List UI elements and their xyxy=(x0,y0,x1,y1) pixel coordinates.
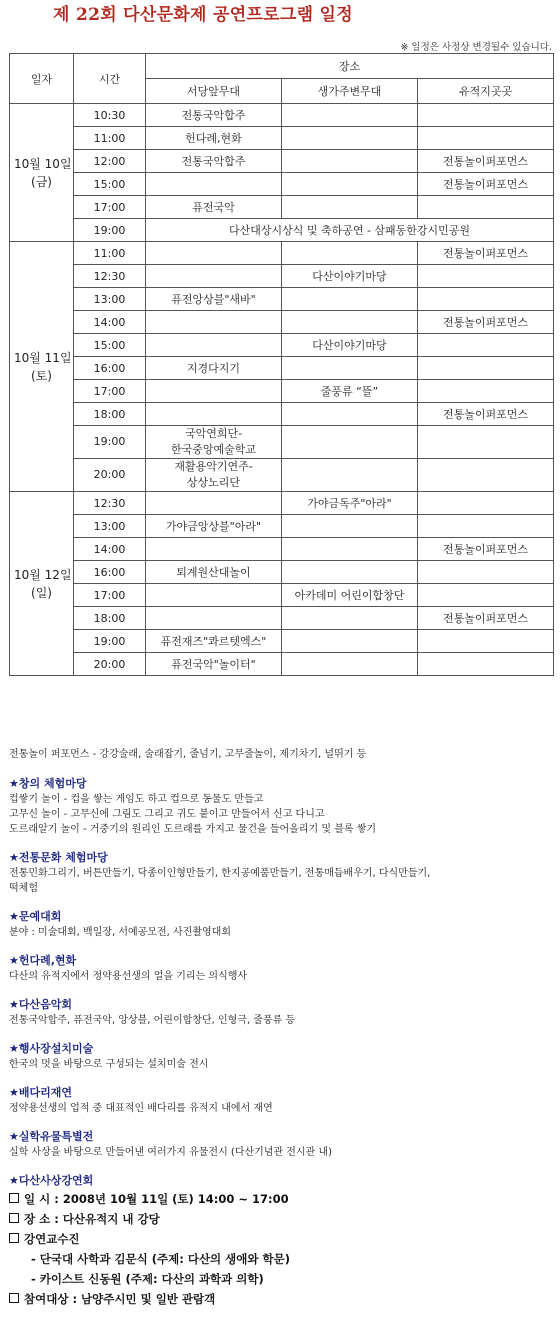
lecture-place-text: 장 소 : 다산유적지 내 강당 xyxy=(24,1212,160,1226)
venue3-cell xyxy=(418,561,554,584)
venue3-cell: 전통놀이퍼포먼스 xyxy=(418,173,554,196)
time-cell: 13:00 xyxy=(74,515,146,538)
venue1-cell: 퓨전앙상블"새바" xyxy=(146,288,282,311)
time-cell: 18:00 xyxy=(74,607,146,630)
weekday-label: (일) xyxy=(31,585,52,600)
section-description: 분야 : 미술대회, 백일장, 서예공모전, 사진촬영대회 xyxy=(9,927,231,938)
venue3-cell xyxy=(418,357,554,380)
venue1-cell xyxy=(146,426,282,459)
schedule-row xyxy=(10,104,554,127)
time-cell: 12:00 xyxy=(74,150,146,173)
lecture-date xyxy=(9,1189,554,1209)
program-section xyxy=(9,953,554,984)
lecture-speakers-label: 강연교수진 xyxy=(24,1232,80,1246)
schedule-row xyxy=(10,515,554,538)
venue2-cell xyxy=(282,127,418,150)
schedule-row xyxy=(10,607,554,630)
time-cell: 15:00 xyxy=(74,173,146,196)
venue1-cell xyxy=(146,584,282,607)
section-title: ★전통문화 체험마당 xyxy=(9,851,108,864)
venue1-cell: 가야금앙상블"아라" xyxy=(146,515,282,538)
venue3-cell: 전통놀이퍼포먼스 xyxy=(418,403,554,426)
venue3-cell xyxy=(418,515,554,538)
schedule-row xyxy=(10,426,554,459)
checkbox-icon xyxy=(9,1233,19,1243)
time-cell: 19:00 xyxy=(74,219,146,242)
schedule-row xyxy=(10,265,554,288)
schedule-row xyxy=(10,538,554,561)
venue1-line: 재활용악기연주- xyxy=(174,460,253,473)
venue2-cell xyxy=(282,357,418,380)
time-cell: 12:30 xyxy=(74,265,146,288)
schedule-row xyxy=(10,196,554,219)
venue1-cell: 헌다례,현화 xyxy=(146,127,282,150)
venue3-cell xyxy=(418,630,554,653)
time-cell: 17:00 xyxy=(74,380,146,403)
venue3-cell xyxy=(418,334,554,357)
performance-footnote: 전통놀이 퍼포먼스 - 강강술래, 술래잡기, 줄넘기, 고무줄놀이, 제기차기, 널뛰기 등 xyxy=(9,749,367,760)
schedule-row xyxy=(10,653,554,676)
schedule-table xyxy=(9,53,554,676)
section-title: ★다산음악회 xyxy=(9,998,72,1011)
venue3-cell xyxy=(418,492,554,515)
date-cell xyxy=(10,104,74,242)
program-section xyxy=(9,1129,554,1160)
venue3-cell xyxy=(418,196,554,219)
venue3-cell xyxy=(418,127,554,150)
venue2-cell xyxy=(282,242,418,265)
schedule-row xyxy=(10,173,554,196)
program-section xyxy=(9,997,554,1028)
date-cell xyxy=(10,242,74,492)
venue1-line: 한국중앙예술학교 xyxy=(170,443,256,456)
lecture-speaker: - 카이스트 신동원 (주제: 다산의 과학과 의학) xyxy=(31,1272,264,1286)
venue1-cell: 퇴계원산대놀이 xyxy=(146,561,282,584)
time-cell: 20:00 xyxy=(74,653,146,676)
venue2-cell xyxy=(282,459,418,492)
section-description: 실학 사상을 바탕으로 만들어낸 여러가지 유물전시 (다산기념관 전시관 내) xyxy=(9,1147,333,1158)
section-title: ★헌다례,현화 xyxy=(9,954,77,967)
schedule-row xyxy=(10,380,554,403)
schedule-row xyxy=(10,334,554,357)
venue1-cell xyxy=(146,607,282,630)
venue1-cell: 퓨전국악"놀이터" xyxy=(146,653,282,676)
section-description: 떡체험 xyxy=(9,883,38,894)
program-sections xyxy=(9,776,554,1322)
section-description: 다산의 유적지에서 정약용선생의 얼을 기리는 의식행사 xyxy=(9,971,248,982)
section-title: ★배다리재연 xyxy=(9,1086,72,1099)
venue1-cell xyxy=(146,173,282,196)
time-cell: 18:00 xyxy=(74,403,146,426)
section-title: ★실학유물특별전 xyxy=(9,1130,94,1143)
time-cell: 16:00 xyxy=(74,357,146,380)
venue3-cell xyxy=(418,288,554,311)
section-description: 전통국악합주, 퓨전국악, 앙상블, 어린이합창단, 인형극, 줄풍류 등 xyxy=(9,1015,296,1026)
header-venue-3: 유적지곳곳 xyxy=(418,79,554,104)
time-cell: 13:00 xyxy=(74,288,146,311)
venue1-cell: 전통국악합주 xyxy=(146,104,282,127)
lecture-audience xyxy=(9,1289,554,1309)
schedule-row xyxy=(10,150,554,173)
page-title: 제 22회 다산문화제 공연프로그램 일정 xyxy=(53,5,353,25)
section-description: 정약용선생의 업적 중 대표적인 배다리를 유적지 내에서 재연 xyxy=(9,1103,273,1114)
event-span-cell: 다산대상시상식 및 축하공연 - 삼패동한강시민공원 xyxy=(146,219,554,242)
schedule-row xyxy=(10,584,554,607)
schedule-row xyxy=(10,311,554,334)
venue3-cell xyxy=(418,104,554,127)
venue3-cell: 전통놀이퍼포먼스 xyxy=(418,242,554,265)
program-section xyxy=(9,850,554,896)
venue3-cell xyxy=(418,459,554,492)
time-cell: 17:00 xyxy=(74,584,146,607)
schedule-row xyxy=(10,219,554,242)
venue1-cell: 지경다지기 xyxy=(146,357,282,380)
venue3-cell xyxy=(418,380,554,403)
time-cell: 19:00 xyxy=(74,426,146,459)
venue2-cell xyxy=(282,311,418,334)
section-title: ★다산사상강연회 xyxy=(9,1174,94,1187)
venue1-cell xyxy=(146,380,282,403)
lecture-section xyxy=(9,1173,554,1309)
venue2-cell xyxy=(282,561,418,584)
header-time: 시간 xyxy=(74,54,146,104)
venue2-cell: 줄풍류 “뜰” xyxy=(282,380,418,403)
date-label: 10월 11일 xyxy=(14,350,72,365)
section-title: ★행사장설치미술 xyxy=(9,1042,94,1055)
time-cell: 19:00 xyxy=(74,630,146,653)
venue1-cell xyxy=(146,334,282,357)
section-description: 한국의 멋을 바탕으로 구성되는 설치미술 전시 xyxy=(9,1059,209,1070)
schedule-row xyxy=(10,459,554,492)
venue3-cell xyxy=(418,584,554,607)
schedule-row xyxy=(10,242,554,265)
checkbox-icon xyxy=(9,1293,19,1303)
venue1-cell xyxy=(146,265,282,288)
venue1-cell xyxy=(146,242,282,265)
header-date: 일자 xyxy=(10,54,74,104)
venue2-cell xyxy=(282,653,418,676)
date-label: 10월 10일 xyxy=(14,156,72,171)
venue2-cell xyxy=(282,426,418,459)
program-section xyxy=(9,776,554,837)
venue2-cell xyxy=(282,515,418,538)
section-description: 전통민화그리기, 버튼만들기, 닥종이인형만들기, 한지공예품만들기, 전통매듭배우기, 다식만들기, xyxy=(9,868,431,879)
venue3-cell xyxy=(418,653,554,676)
time-cell: 20:00 xyxy=(74,459,146,492)
header-place: 장소 xyxy=(146,54,554,79)
time-cell: 11:00 xyxy=(74,242,146,265)
weekday-label: (토) xyxy=(31,368,52,383)
venue1-cell xyxy=(146,459,282,492)
schedule-row xyxy=(10,127,554,150)
venue3-cell: 전통놀이퍼포먼스 xyxy=(418,150,554,173)
program-section xyxy=(9,1041,554,1072)
time-cell: 10:30 xyxy=(74,104,146,127)
section-description: 고무신 놀이 - 고무신에 그림도 그리고 귀도 붙이고 만들어서 신고 다니고 xyxy=(9,809,325,820)
program-section xyxy=(9,909,554,940)
time-cell: 17:00 xyxy=(74,196,146,219)
lecture-speakers xyxy=(9,1229,554,1249)
venue2-cell xyxy=(282,403,418,426)
schedule-row xyxy=(10,561,554,584)
venue2-cell: 아카데미 어린이합창단 xyxy=(282,584,418,607)
time-cell: 11:00 xyxy=(74,127,146,150)
venue3-cell: 전통놀이퍼포먼스 xyxy=(418,607,554,630)
venue3-cell: 전통놀이퍼포먼스 xyxy=(418,538,554,561)
venue2-cell: 가야금독주"아라" xyxy=(282,492,418,515)
schedule-row xyxy=(10,357,554,380)
schedule-row xyxy=(10,630,554,653)
lecture-audience-text: 참여대상 : 남양주시민 및 일반 관람객 xyxy=(24,1292,216,1306)
schedule-row xyxy=(10,403,554,426)
venue3-cell: 전통놀이퍼포먼스 xyxy=(418,311,554,334)
venue1-line: 상상노리단 xyxy=(186,476,241,489)
venue2-cell xyxy=(282,150,418,173)
lecture-place xyxy=(9,1209,554,1229)
section-title: ★창의 체험마당 xyxy=(9,777,87,790)
venue1-cell xyxy=(146,538,282,561)
venue2-cell xyxy=(282,196,418,219)
venue2-cell xyxy=(282,630,418,653)
venue1-cell: 퓨전국악 xyxy=(146,196,282,219)
header-venue-2: 생가주변무대 xyxy=(282,79,418,104)
venue1-cell xyxy=(146,403,282,426)
program-section xyxy=(9,1085,554,1116)
schedule-row xyxy=(10,288,554,311)
venue2-cell xyxy=(282,607,418,630)
time-cell: 14:00 xyxy=(74,311,146,334)
venue1-cell xyxy=(146,311,282,334)
venue2-cell: 다산이야기마당 xyxy=(282,265,418,288)
venue2-cell: 다산이야기마당 xyxy=(282,334,418,357)
venue3-cell xyxy=(418,426,554,459)
schedule-change-note: ※ 일정은 사정상 변경될수 있습니다. xyxy=(400,42,552,53)
header-venue-1: 서당앞무대 xyxy=(146,79,282,104)
venue1-line: 국악연희단- xyxy=(184,427,243,440)
time-cell: 15:00 xyxy=(74,334,146,357)
lecture-speaker: - 단국대 사학과 김문식 (주제: 다산의 생애와 학문) xyxy=(31,1252,290,1266)
weekday-label: (금) xyxy=(31,174,52,189)
venue2-cell xyxy=(282,288,418,311)
date-cell xyxy=(10,492,74,676)
section-description: 도르래알기 놀이 - 거중기의 원리인 도르래를 가지고 물건을 들어올리기 및 블록 쌓기 xyxy=(9,824,377,835)
lecture-date-text: 일 시 : 2008년 10월 11일 (토) 14:00 ~ 17:00 xyxy=(24,1192,289,1206)
venue2-cell xyxy=(282,538,418,561)
checkbox-icon xyxy=(9,1213,19,1223)
time-cell: 14:00 xyxy=(74,538,146,561)
section-title: ★문예대회 xyxy=(9,910,62,923)
time-cell: 12:30 xyxy=(74,492,146,515)
venue1-cell: 퓨전재즈"콰르텟엑스" xyxy=(146,630,282,653)
venue2-cell xyxy=(282,173,418,196)
venue1-cell: 전통국악합주 xyxy=(146,150,282,173)
venue1-cell xyxy=(146,492,282,515)
checkbox-icon xyxy=(9,1193,19,1203)
date-label: 10월 12일 xyxy=(14,567,72,582)
section-description: 컵쌓기 놀이 - 컵을 쌓는 게임도 하고 컵으로 동물도 만들고 xyxy=(9,794,264,805)
venue3-cell xyxy=(418,265,554,288)
schedule-row xyxy=(10,492,554,515)
venue2-cell xyxy=(282,104,418,127)
time-cell: 16:00 xyxy=(74,561,146,584)
